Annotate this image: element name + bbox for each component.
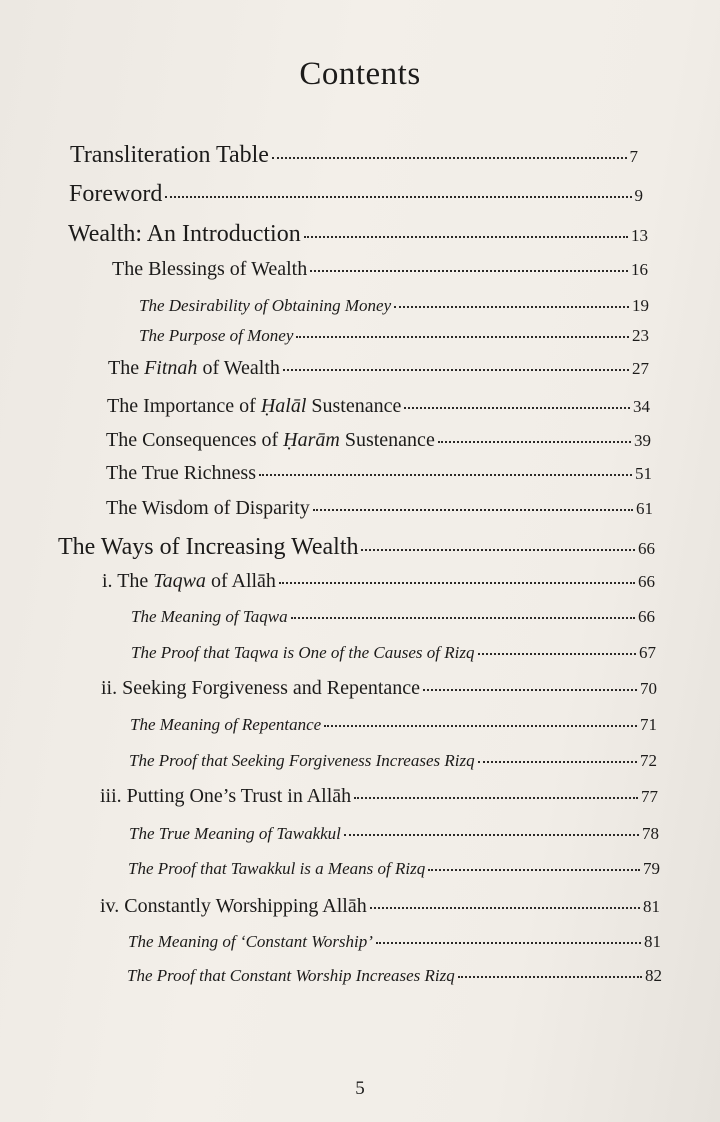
toc-entry xyxy=(70,142,638,169)
dot-leader xyxy=(272,157,627,159)
toc-entry-page: 66 xyxy=(638,572,655,591)
dot-leader xyxy=(423,689,637,691)
toc-entry-page: 27 xyxy=(632,359,649,378)
dot-leader xyxy=(283,369,629,371)
toc-entry-page: 67 xyxy=(639,643,656,662)
toc-entry xyxy=(101,677,657,700)
toc-entry-label: The True Meaning of Tawakkul xyxy=(129,824,341,843)
dot-leader xyxy=(279,582,635,584)
toc-entry-label: The Proof that Tawakkul is a Means of Rizq xyxy=(128,859,426,878)
toc-entry xyxy=(130,715,657,735)
toc-entry xyxy=(100,785,658,808)
toc-entry-page: 72 xyxy=(640,751,657,770)
toc-entry-page: 79 xyxy=(643,859,660,878)
toc-entry xyxy=(112,258,648,281)
toc-entry-page: 81 xyxy=(643,897,660,916)
dot-leader xyxy=(291,617,635,619)
toc-entry-label: The Meaning of Repentance xyxy=(130,715,322,734)
page-title: Contents xyxy=(299,56,421,92)
toc-entry-page: 70 xyxy=(640,679,657,698)
toc-entry xyxy=(106,429,651,452)
toc-entry xyxy=(68,221,648,248)
toc-entry xyxy=(107,395,650,418)
toc-entry-label: ii. Seeking Forgiveness and Repentance xyxy=(101,677,421,699)
toc-entry xyxy=(127,966,662,986)
toc-entry-page: 39 xyxy=(634,431,651,450)
dot-leader xyxy=(296,336,629,338)
toc-entry-label: Transliteration Table xyxy=(70,142,269,168)
toc-entry-page: 9 xyxy=(634,186,643,205)
dot-leader xyxy=(478,653,637,655)
toc-entry-label: Wealth: An Introduction xyxy=(68,221,301,247)
dot-leader xyxy=(313,509,633,511)
toc-entry xyxy=(128,859,660,879)
toc-entry xyxy=(108,357,649,380)
dot-leader xyxy=(344,834,639,836)
toc-entry-label: The Blessings of Wealth xyxy=(112,258,308,280)
toc-entry-page: 13 xyxy=(631,226,648,245)
toc-entry-label: The Importance of Ḥalāl Sustenance xyxy=(107,395,402,417)
dot-leader xyxy=(478,761,637,763)
toc-entry xyxy=(106,462,652,485)
toc-entry-page: 66 xyxy=(638,539,655,558)
toc-entry xyxy=(131,643,656,663)
toc-entry-label: The Proof that Taqwa is One of the Causes of Rizq xyxy=(131,643,475,662)
toc-entry-page: 61 xyxy=(636,499,653,518)
dot-leader xyxy=(370,907,640,909)
dot-leader xyxy=(324,725,637,727)
dot-leader xyxy=(361,549,635,551)
dot-leader xyxy=(458,976,642,978)
page-number: 5 xyxy=(355,1078,365,1099)
toc-entry xyxy=(139,296,649,316)
toc-entry-label: The Ways of Increasing Wealth xyxy=(58,534,359,560)
toc-entry xyxy=(131,607,655,627)
toc-entry-label: i. The Taqwa of Allāh xyxy=(102,570,276,592)
toc-entry-page: 66 xyxy=(638,607,655,626)
toc-entry xyxy=(139,326,649,346)
toc-entry-page: 23 xyxy=(632,326,649,345)
toc-entry-label: The Proof that Seeking Forgiveness Increases Rizq xyxy=(129,751,475,770)
dot-leader xyxy=(376,942,641,944)
toc-entry-label: The Proof that Constant Worship Increases Rizq xyxy=(127,966,455,985)
toc-entry xyxy=(129,751,657,771)
toc-entry-page: 78 xyxy=(642,824,659,843)
dot-leader xyxy=(259,474,632,476)
toc-entry-label: iv. Constantly Worshipping Allāh xyxy=(100,895,367,917)
toc-entry xyxy=(58,534,655,561)
toc-entry-label: The True Richness xyxy=(106,462,256,484)
dot-leader xyxy=(310,270,628,272)
toc-entry-page: 7 xyxy=(629,147,638,166)
toc-entry-label: The Fitnah of Wealth xyxy=(108,357,280,379)
toc-entry-page: 34 xyxy=(633,397,650,416)
toc-entry-label: The Meaning of Taqwa xyxy=(131,607,288,626)
toc-entry xyxy=(128,932,661,952)
toc-entry-page: 16 xyxy=(631,260,648,279)
toc-entry xyxy=(100,895,660,918)
toc-entry-label: Foreword xyxy=(69,181,163,207)
toc-entry xyxy=(129,824,659,844)
toc-entry-page: 81 xyxy=(644,932,661,951)
toc-entry-page: 51 xyxy=(635,464,652,483)
toc-entry-page: 19 xyxy=(632,296,649,315)
dot-leader xyxy=(354,797,638,799)
dot-leader xyxy=(438,441,631,443)
dot-leader xyxy=(404,407,630,409)
toc-entry-label: The Meaning of ‘Constant Worship’ xyxy=(128,932,373,951)
toc-entry-page: 77 xyxy=(641,787,658,806)
dot-leader xyxy=(304,236,628,238)
toc-entry xyxy=(106,497,653,520)
toc-entry-label: iii. Putting One’s Trust in Allāh xyxy=(100,785,352,807)
toc-entry-label: The Purpose of Money xyxy=(139,326,294,345)
toc-entry-label: The Wisdom of Disparity xyxy=(106,497,310,519)
toc-entry-label: The Consequences of Ḥarām Sustenance xyxy=(106,429,435,451)
toc-entry-page: 71 xyxy=(640,715,657,734)
toc-entry xyxy=(69,181,643,208)
toc-entry xyxy=(102,570,655,593)
dot-leader xyxy=(428,869,640,871)
toc-entry-label: The Desirability of Obtaining Money xyxy=(139,296,392,315)
dot-leader xyxy=(394,306,629,308)
toc-entry-page: 82 xyxy=(645,966,662,985)
dot-leader xyxy=(165,196,631,198)
